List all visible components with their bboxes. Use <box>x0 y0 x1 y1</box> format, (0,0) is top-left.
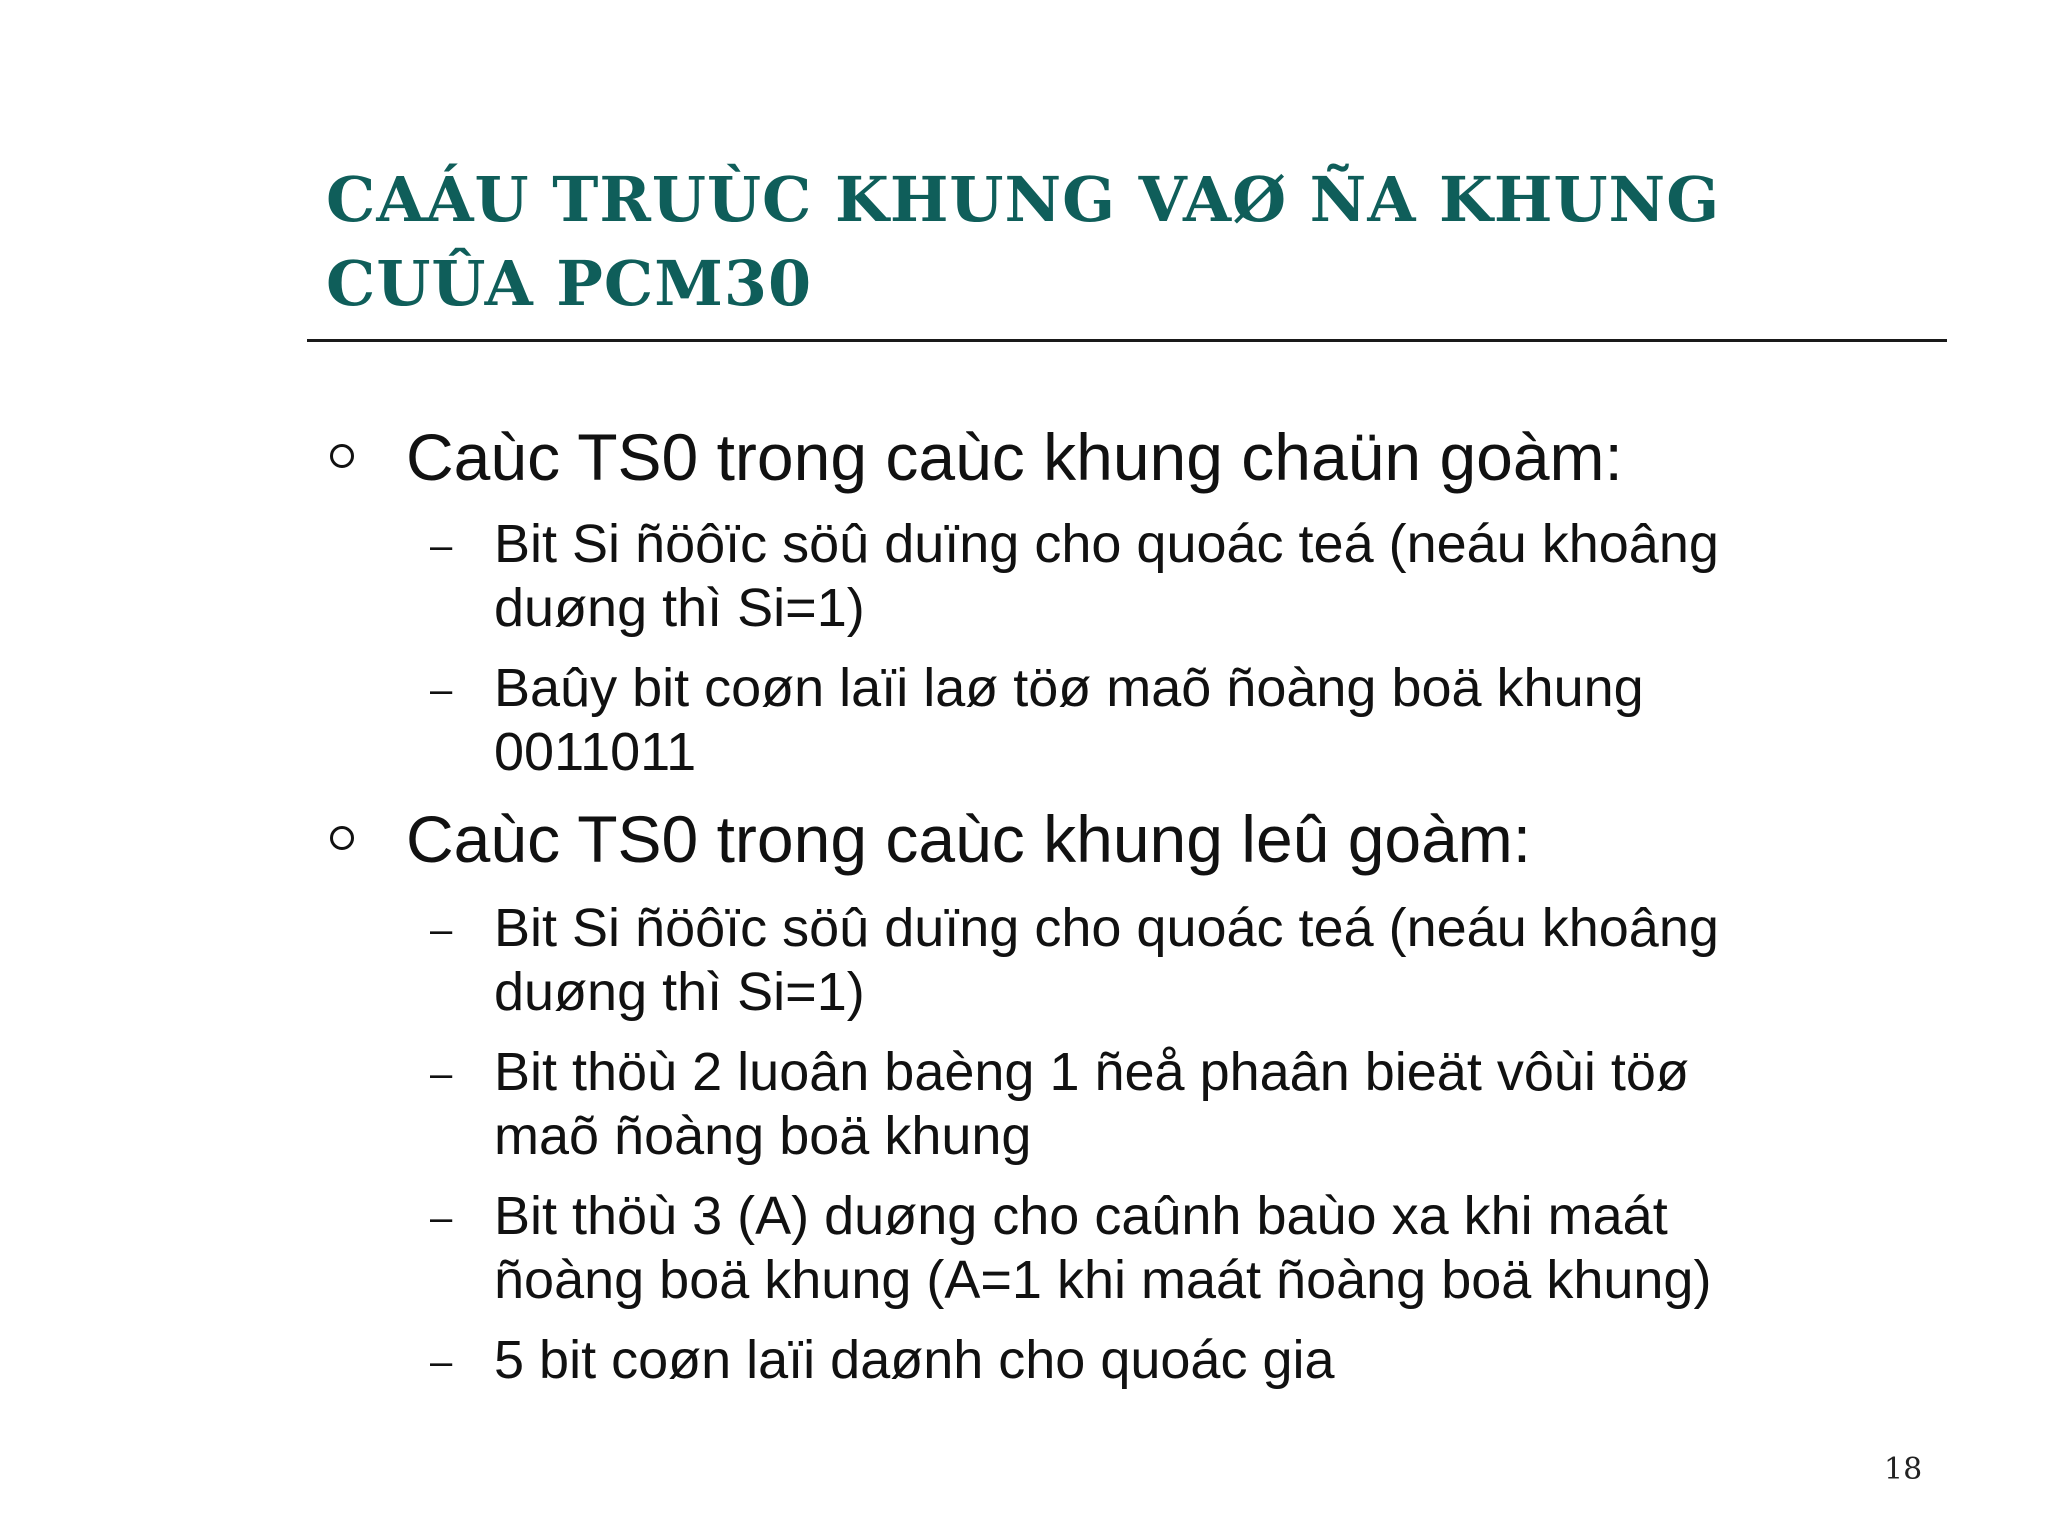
dash-bullet-icon: – <box>430 908 453 952</box>
sub-bullet-line: Bit thöù 2 luoân baèng 1 ñeå phaân bieät vôùi töø <box>494 1042 1689 1102</box>
sub-bullet-text <box>494 512 1924 640</box>
sub-bullet-line: 5 bit coøn laïi daønh cho quoác gia <box>494 1330 1335 1390</box>
sub-bullet-line: Bit Si ñöôïc söû duïng cho quoác teá (neáu khoâng <box>494 898 1719 958</box>
dash-bullet-icon: – <box>430 1340 453 1384</box>
hollow-circle-bullet-icon <box>330 444 354 468</box>
sub-bullet-text <box>494 1184 1924 1312</box>
sub-bullet-line: duøng thì Si=1) <box>494 962 865 1022</box>
dash-bullet-icon: – <box>430 1196 453 1240</box>
sub-bullet-line: Bit thöù 3 (A) duøng cho caûnh baùo xa khi maát <box>494 1186 1668 1246</box>
dash-bullet-icon: – <box>430 524 453 568</box>
hollow-circle-bullet-icon <box>330 826 354 850</box>
sub-bullet-line: Baûy bit coøn laïi laø töø maõ ñoàng boä khung <box>494 658 1644 718</box>
sub-bullet-text <box>494 1328 1924 1392</box>
dash-bullet-icon: – <box>430 668 453 712</box>
sub-bullet-line: duøng thì Si=1) <box>494 578 865 638</box>
sub-bullet-line: ñoàng boä khung (A=1 khi maát ñoàng boä khung) <box>494 1250 1712 1310</box>
page-number: 18 <box>1884 1452 1923 1487</box>
sub-bullet-line: maõ ñoàng boä khung <box>494 1106 1032 1166</box>
sub-bullet-line: 0011011 <box>494 722 697 782</box>
sub-bullet-text <box>494 896 1924 1024</box>
bullet-text: Caùc TS0 trong caùc khung chaün goàm: <box>406 420 1623 494</box>
sub-bullet-line: Bit Si ñöôïc söû duïng cho quoác teá (neáu khoâng <box>494 514 1719 574</box>
bullet-text: Caùc TS0 trong caùc khung leû goàm: <box>406 802 1532 876</box>
dash-bullet-icon: – <box>430 1052 453 1096</box>
title-line: CUÛA PCM30 <box>326 247 813 320</box>
sub-bullet-text <box>494 656 1924 784</box>
sub-bullet-text <box>494 1040 1924 1168</box>
title-line: CAÁU TRUÙC KHUNG VAØ ÑA KHUNG <box>326 163 1721 236</box>
